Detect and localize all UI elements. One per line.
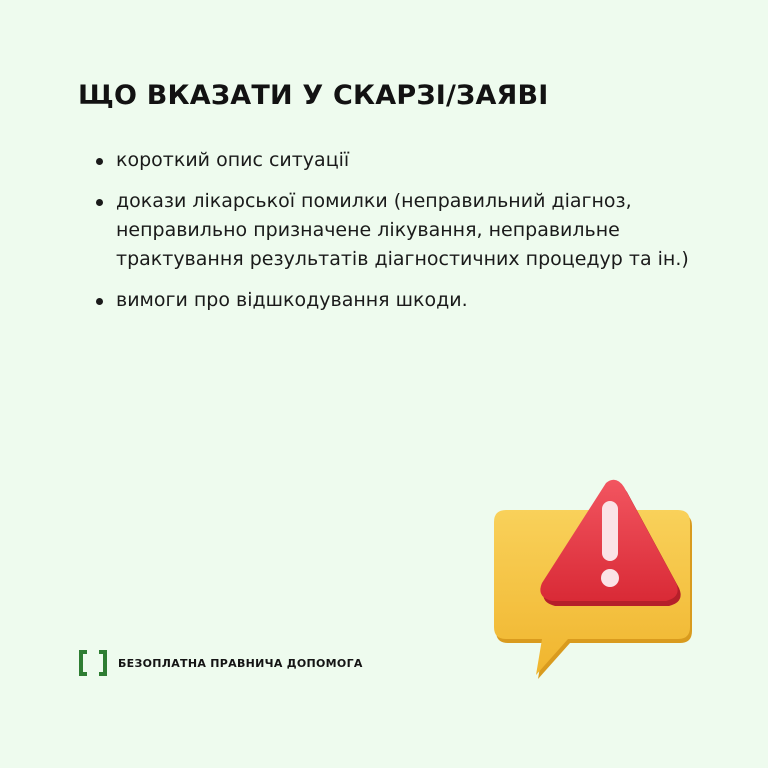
page-title: ЩО ВКАЗАТИ У СКАРЗІ/ЗАЯВІ xyxy=(78,80,549,111)
bullet-icon xyxy=(96,199,103,206)
list-item-text: короткий опис ситуації xyxy=(116,149,350,171)
list-item-text: вимоги про відшкодування шкоди. xyxy=(116,289,468,311)
complaint-items-list xyxy=(96,146,706,327)
bullet-icon xyxy=(96,158,103,165)
bullet-icon xyxy=(96,298,103,305)
brand-name: БЕЗОПЛАТНА ПРАВНИЧА ДОПОМОГА xyxy=(118,656,363,670)
bracket-logo-icon xyxy=(78,650,108,676)
list-item-text: докази лікарської помилки (неправильний діагноз, неправильно призначене лікування, неправильне трактування результатів діагностичних процедур та ін.) xyxy=(116,190,689,270)
brand-logo xyxy=(78,650,363,676)
warning-chat-bubble-icon xyxy=(478,465,698,685)
list-item xyxy=(96,286,706,315)
list-item xyxy=(96,187,706,274)
list-item xyxy=(96,146,706,175)
